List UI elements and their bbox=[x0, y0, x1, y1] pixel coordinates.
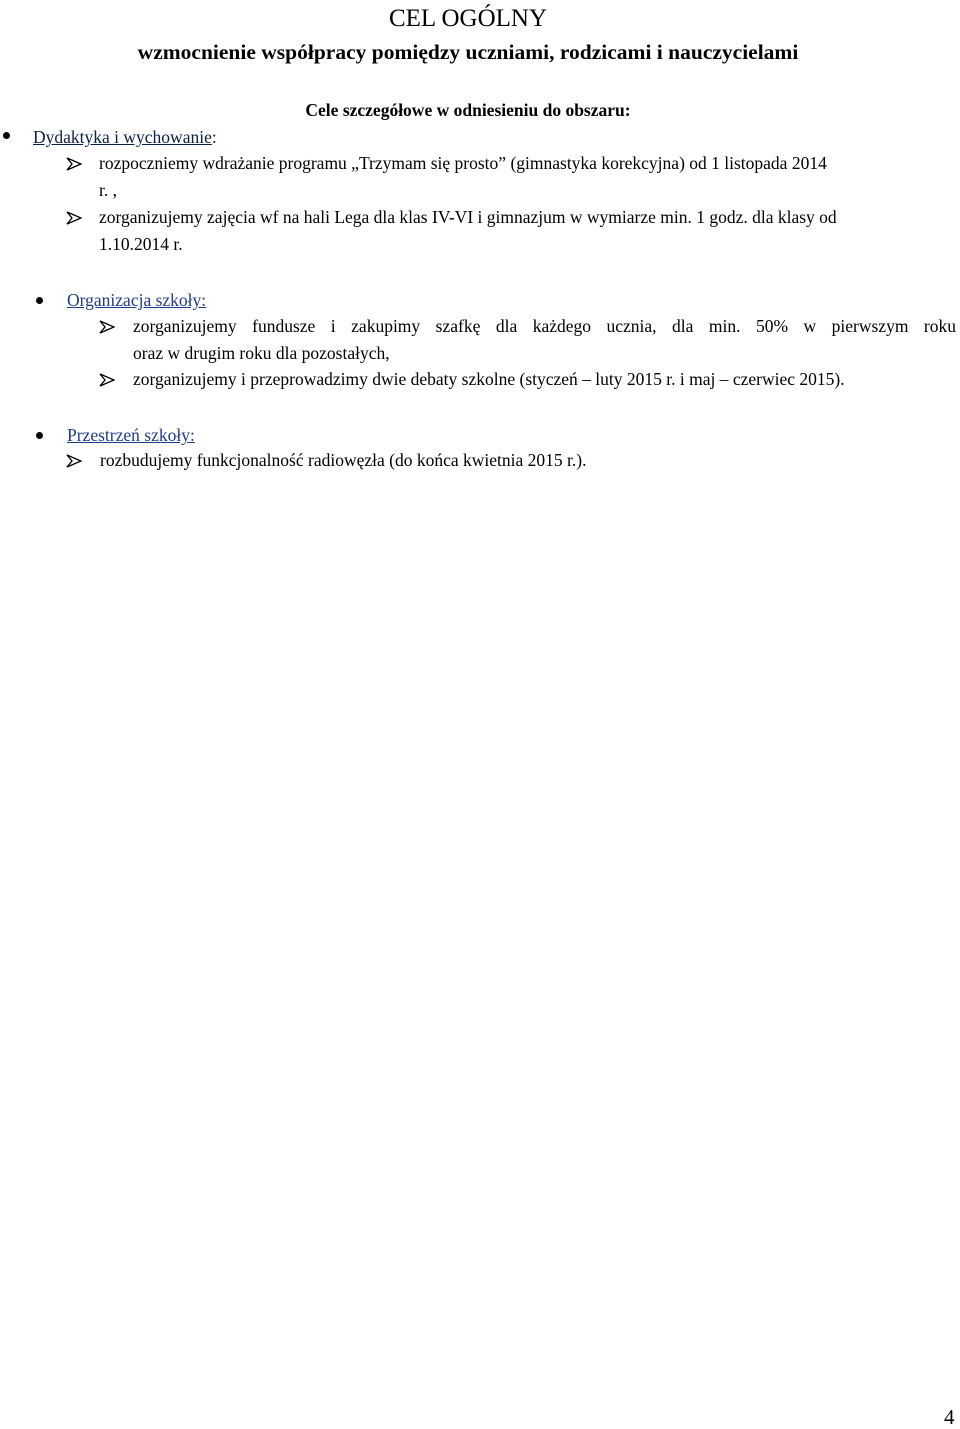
arrow-bullet-icon bbox=[66, 211, 82, 225]
section-label-przestrzen: Przestrzeń szkoły: bbox=[67, 425, 195, 445]
list-item: rozpoczniemy wdrażanie programu „Trzymam się prosto” (gimnastyka korekcyjna) od 1 listopada 2014 bbox=[99, 153, 827, 173]
list-item-continuation: oraz w drugim roku dla pozostałych, bbox=[133, 343, 390, 363]
document-subtitle: wzmocnienie współpracy pomiędzy uczniami, rodzicami i nauczycielami bbox=[137, 40, 799, 64]
section-label-suffix: : bbox=[211, 127, 217, 147]
section-label-dydaktyka: Dydaktyka i wychowanie: bbox=[33, 127, 217, 147]
arrow-bullet-icon bbox=[99, 320, 115, 334]
goals-heading: Cele szczegółowe w odniesieniu do obszaru: bbox=[305, 100, 631, 120]
document-title: CEL OGÓLNY bbox=[388, 5, 548, 32]
list-item: zorganizujemy fundusze i zakupimy szafkę dla każdego ucznia, dla min. 50% w pierwszym roku bbox=[133, 316, 956, 336]
page-number: 4 bbox=[944, 1405, 955, 1429]
section-label-organizacja: Organizacja szkoły: bbox=[67, 290, 207, 310]
bullet-icon bbox=[3, 132, 10, 139]
bullet-icon bbox=[36, 297, 43, 304]
arrow-bullet-icon bbox=[66, 454, 82, 468]
arrow-bullet-icon bbox=[66, 157, 82, 171]
list-item-continuation: 1.10.2014 r. bbox=[99, 234, 183, 254]
list-item-continuation: r. , bbox=[99, 180, 117, 200]
arrow-bullet-icon bbox=[99, 373, 115, 387]
list-item: zorganizujemy i przeprowadzimy dwie debaty szkolne (styczeń – luty 2015 r. i maj – czerwiec 2015). bbox=[133, 369, 845, 389]
list-item: zorganizujemy zajęcia wf na hali Lega dla klas IV-VI i gimnazjum w wymiarze min. 1 godz. dla klasy od bbox=[99, 207, 837, 227]
list-item: rozbudujemy funkcjonalność radiowęzła (do końca kwietnia 2015 r.). bbox=[100, 450, 587, 470]
bullet-icon bbox=[36, 432, 43, 439]
